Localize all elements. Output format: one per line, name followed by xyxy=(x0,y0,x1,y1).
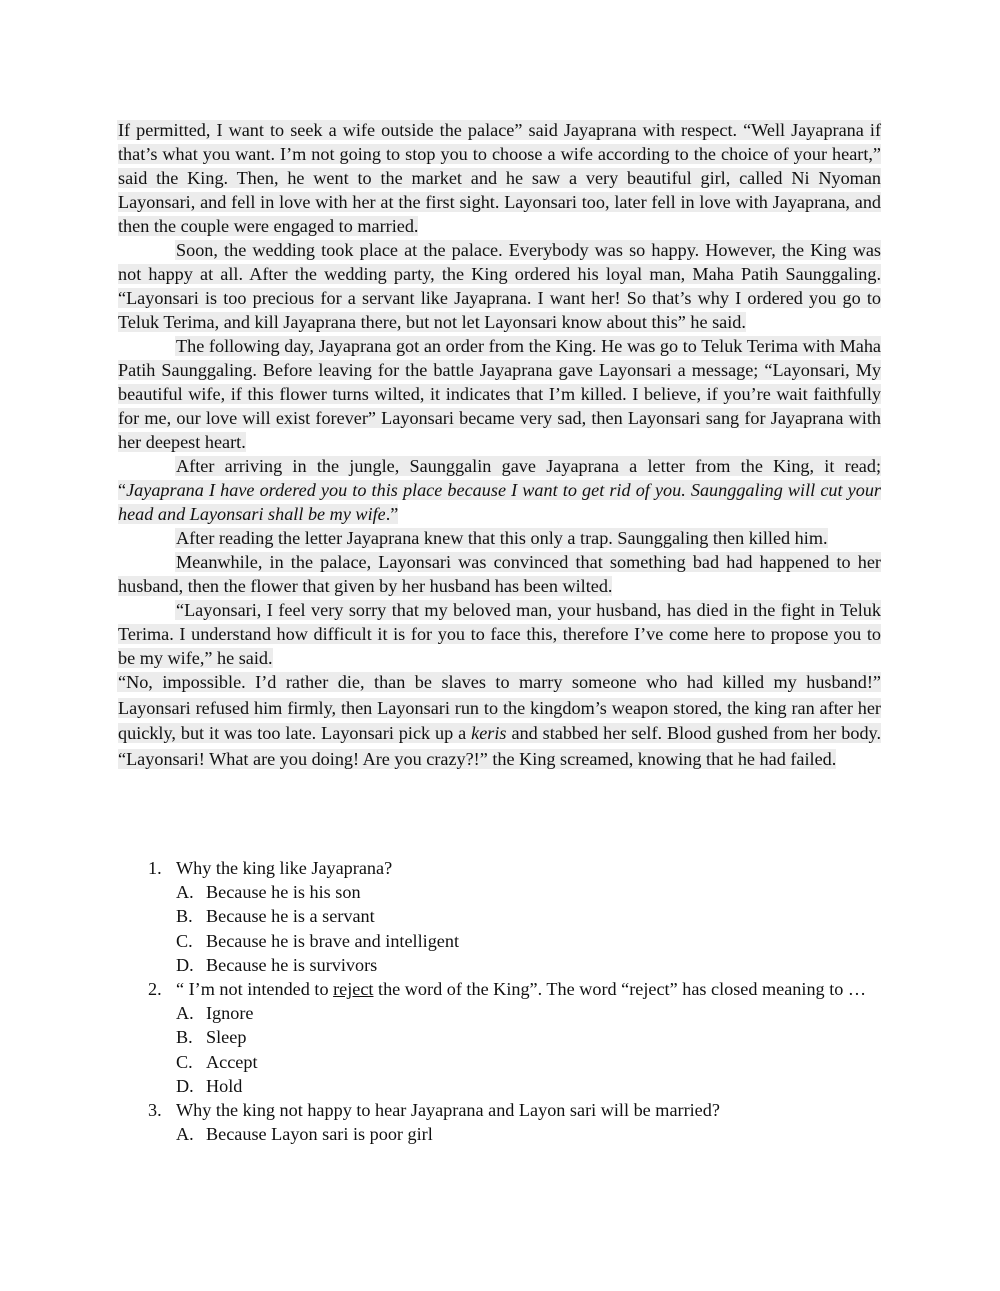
question-1 xyxy=(148,856,881,880)
story-paragraph-8: “No, impossible. I’d rather die, than be slaves to marry someone who had killed my husband!” Layonsari refused him firmly, then Layonsari run to the kingdom’s weapon stored, the king ran after her quickly, but it was too late. Layonsari pick up a keris and stabbed her self. Blood gushed from her body. “Layonsari! What are you doing! Are you crazy?!” the King screamed, knowing that he had failed. xyxy=(118,672,882,769)
question-list xyxy=(148,856,881,1146)
option-a[interactable]: A. Because Layon sari is poor girl xyxy=(176,1124,433,1145)
story-paragraph-1: If permitted, I want to seek a wife outside the palace” said Jayaprana with respect. “Well Jayaprana if that’s what you want. I’m not going to stop you to choose a wife according to the choice of your heart,” said the King. Then, he went to the market and he saw a very beautiful girl, called Ni Nyoman Layonsari, and fell in love with her at the first sight. Layonsari too, later fell in love with Jayaprana, and then the couple were engaged to married. xyxy=(118,120,881,236)
question-text: Why the king like Jayaprana? xyxy=(176,858,393,878)
story-paragraph-3: The following day, Jayaprana got an order from the King. He was go to Teluk Terima with Maha Patih Saunggaling. Before leaving for the battle Jayaprana gave Layonsari a message; “Layonsari, My beautiful wife, if this flower turns wilted, it indicates that I’m killed. I believe, if you’re wait faithfully for me, our love will exist forever” Layonsari became very sad, then Layonsari sang for Jayaprana with her deepest heart. xyxy=(118,336,881,452)
question-number: 1. xyxy=(148,858,162,878)
option-b[interactable]: B. Sleep xyxy=(176,1027,247,1048)
question-2 xyxy=(148,977,881,1001)
question-number: 3. xyxy=(148,1100,162,1121)
story-paragraph-7: “Layonsari, I feel very sorry that my beloved man, your husband, has died in the fight in Teluk Terima. I understand how difficult it is for you to face this, therefore I’ve come here to propose you to be my wife,” he said. xyxy=(118,600,881,668)
question-text: “ I’m not intended to reject the word of the King”. The word “reject” has closed meaning to … xyxy=(176,979,867,1000)
story-paragraph-2: Soon, the wedding took place at the palace. Everybody was so happy. However, the King was not happy at all. After the wedding party, the King ordered his loyal man, Maha Patih Saunggaling. “Layonsari is too precious for a servant like Jayaprana. I want her! So that’s why I ordered you go to Teluk Terima, and kill Jayaprana there, but not let Layonsari know about this” he said. xyxy=(118,240,881,332)
question-text: Why the king not happy to hear Jayaprana and Layon sari will be married? xyxy=(176,1100,720,1121)
story-paragraph-5: After reading the letter Jayaprana knew that this only a trap. Saunggaling then killed him. xyxy=(176,528,828,548)
option-b[interactable]: B. Because he is a servant xyxy=(176,906,375,927)
option-a[interactable]: A. Ignore xyxy=(176,1003,254,1024)
option-a[interactable]: A. Because he is his son xyxy=(176,882,361,903)
question-1-options xyxy=(176,880,881,977)
story-paragraph-6: Meanwhile, in the palace, Layonsari was convinced that something bad had happened to her husband, then the flower that given by her husband has been wilted. xyxy=(118,552,881,596)
story-paragraph-4: After arriving in the jungle, Saunggalin gave Jayaprana a letter from the King, it read; “Jayaprana I have ordered you to this place because I want to get rid of you. Saunggaling will cut your head and Layonsari shall be my wife.” xyxy=(118,456,881,524)
question-3-options xyxy=(176,1122,881,1146)
option-c[interactable]: C. Because he is brave and intelligent xyxy=(176,930,460,951)
question-3 xyxy=(148,1098,881,1122)
option-d[interactable]: D. Because he is survivors xyxy=(176,954,378,975)
question-2-options xyxy=(176,1001,881,1098)
underlined-word: reject xyxy=(333,979,374,1000)
question-number: 2. xyxy=(148,979,162,1000)
story-text xyxy=(118,118,881,772)
option-c[interactable]: C. Accept xyxy=(176,1051,258,1072)
option-d[interactable]: D. Hold xyxy=(176,1075,243,1096)
